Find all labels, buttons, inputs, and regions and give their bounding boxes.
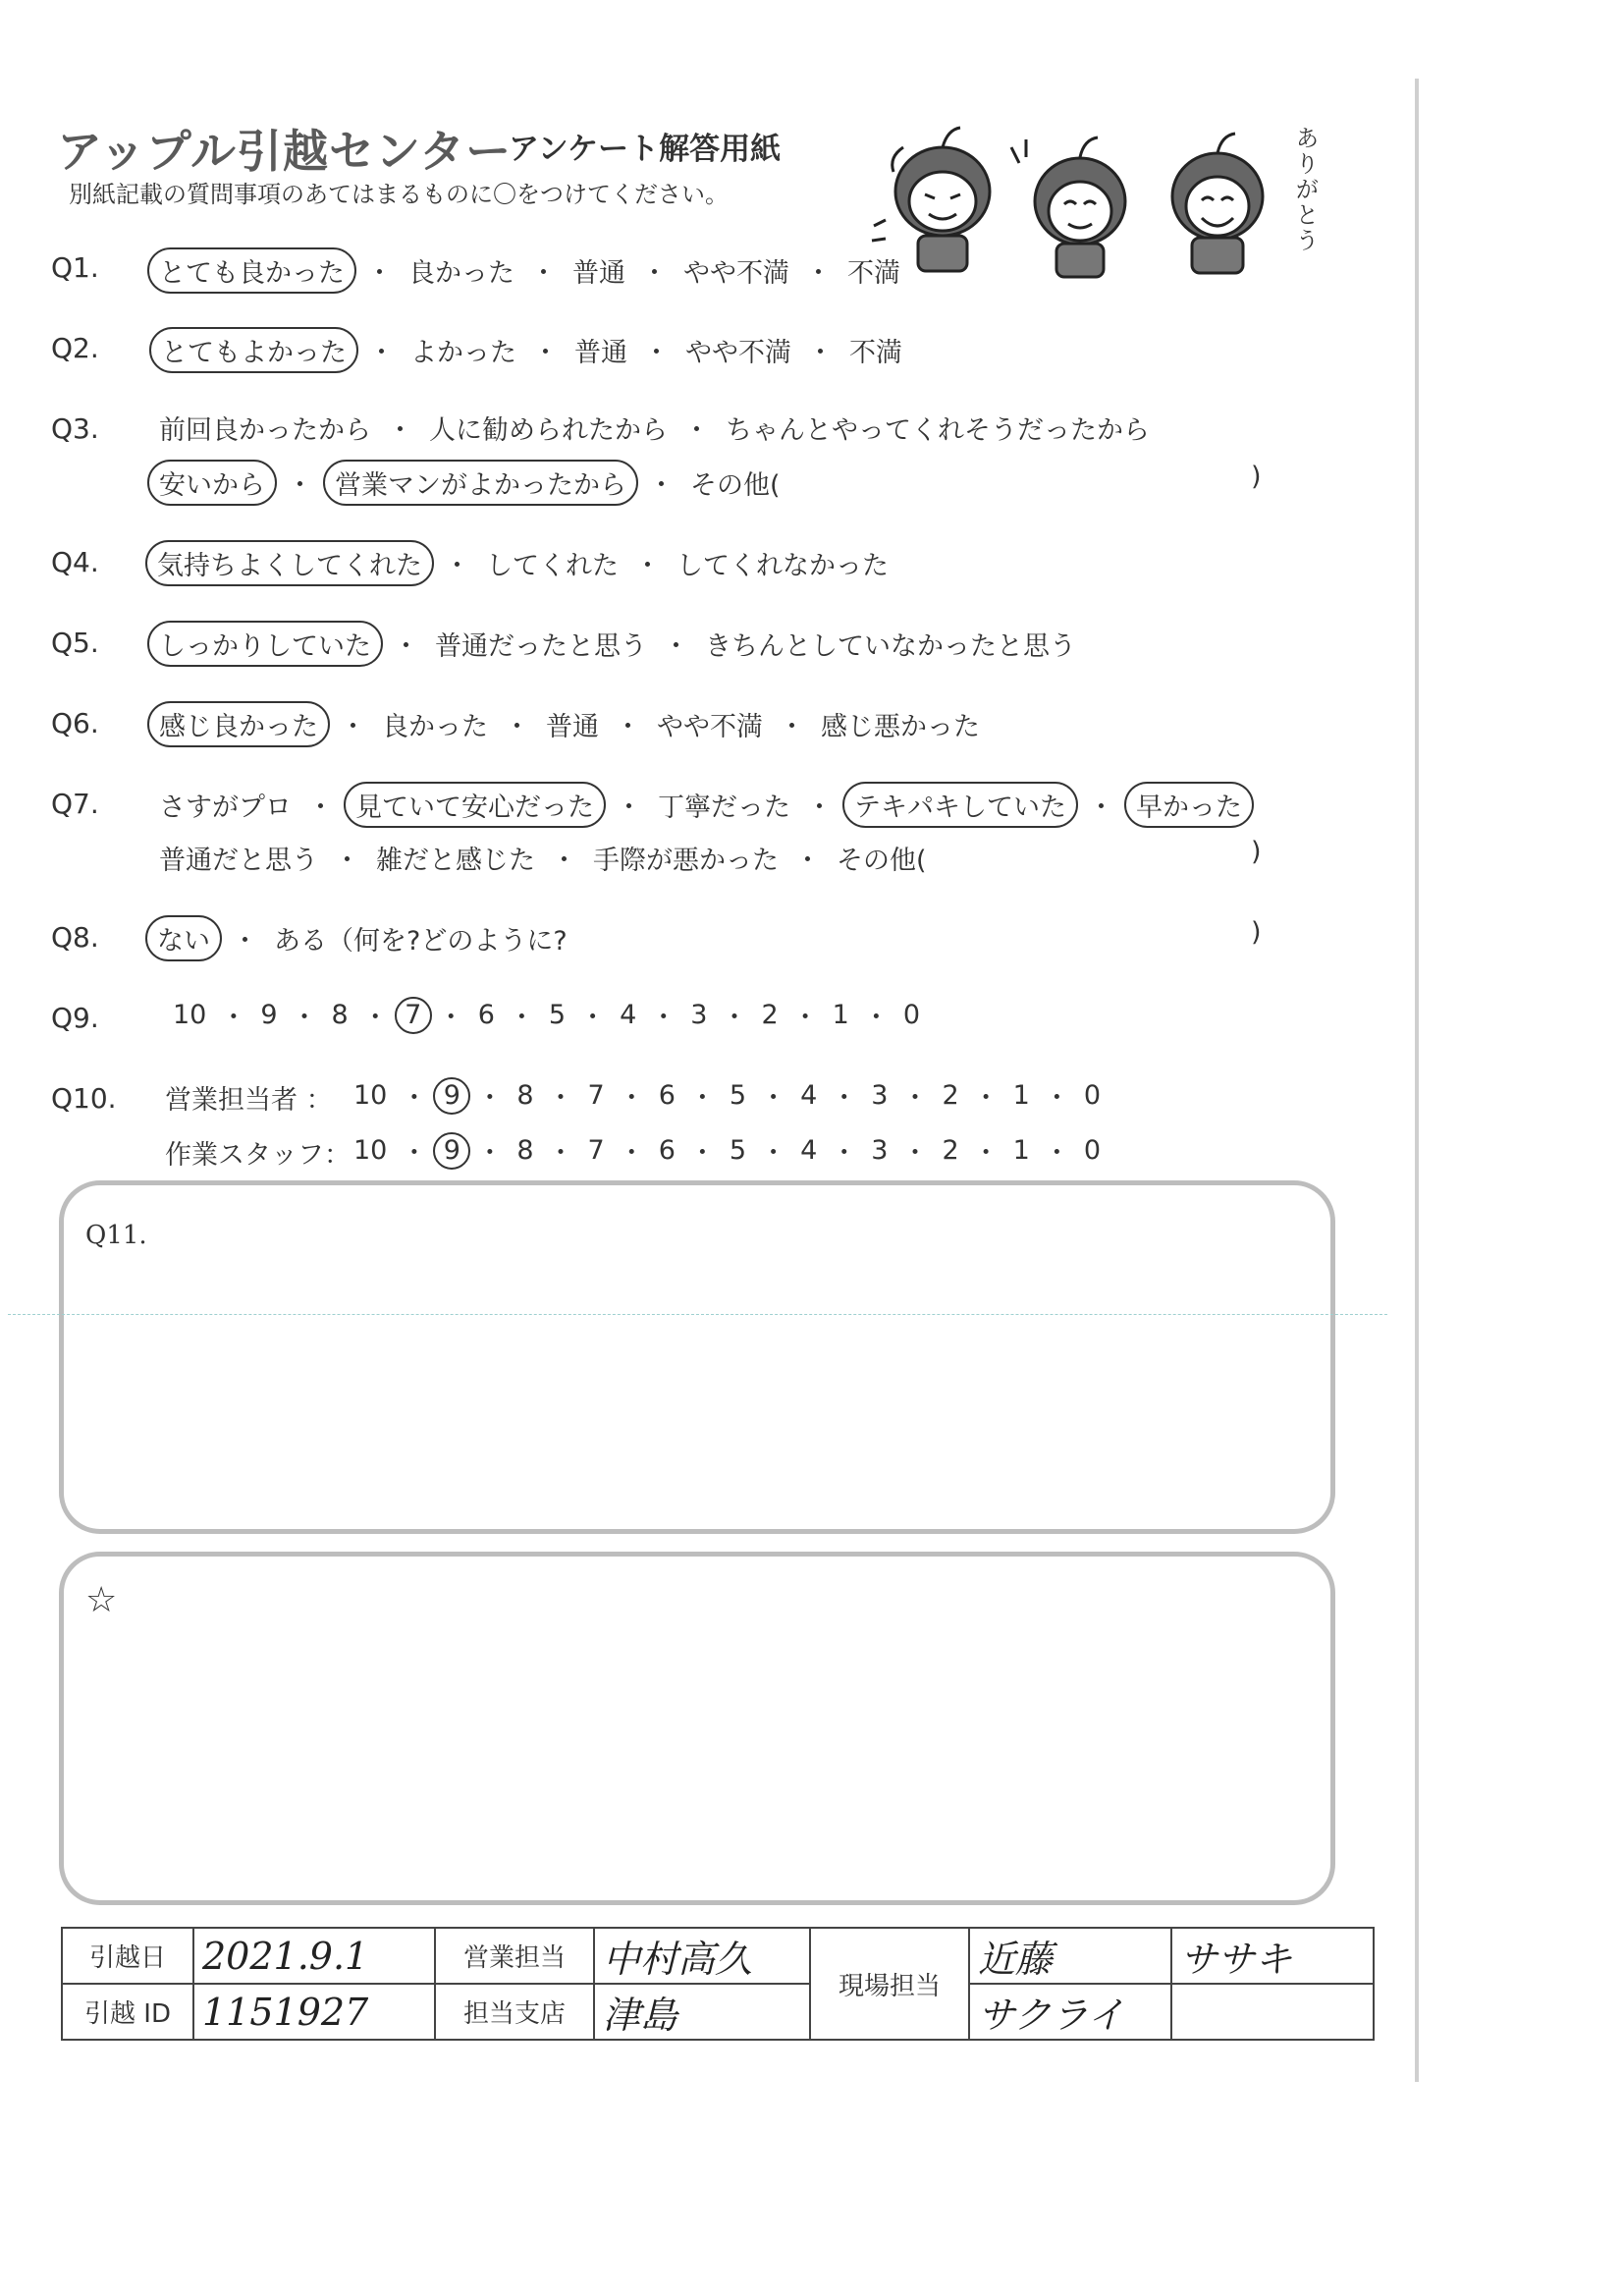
q10-sales-separator: ・ bbox=[901, 1083, 929, 1114]
q1-options: とても良かった ・ 良かった ・ 普通 ・ やや不満 ・ 不満 bbox=[147, 247, 906, 294]
q7-option-other[interactable]: その他( bbox=[837, 846, 927, 876]
q10-sales-separator: ・ bbox=[688, 1083, 716, 1114]
q2-option-3[interactable]: 普通 bbox=[574, 338, 627, 368]
q9-score-9[interactable]: 9 bbox=[260, 1000, 278, 1030]
q3-option-other[interactable]: その他( bbox=[690, 470, 781, 501]
q3-option-3[interactable]: ちゃんとやってくれそうだったから bbox=[726, 415, 1150, 446]
q5-number: Q5. bbox=[51, 627, 99, 659]
q5-option-2[interactable]: 普通だったと思う bbox=[435, 631, 647, 662]
field-value-2[interactable]: ササキ bbox=[1171, 1928, 1374, 1984]
q10-sales-separator: ・ bbox=[401, 1083, 428, 1114]
field-value-4[interactable] bbox=[1171, 1984, 1374, 2040]
q2-options: とてもよかった ・ よかった ・ 普通 ・ やや不満 ・ 不満 bbox=[149, 327, 908, 373]
q10-staff-score-8[interactable]: 8 bbox=[516, 1135, 534, 1166]
q7-options-row2: 普通だと思う ・ 雑だと感じた ・ 手際が悪かった ・ その他( bbox=[153, 837, 933, 879]
q2-option-5[interactable]: 不満 bbox=[849, 338, 902, 368]
q10-sales-label: 営業担当者 ： bbox=[165, 1085, 333, 1116]
q10-staff-score-2[interactable]: 2 bbox=[942, 1135, 959, 1166]
move-id-label: 引越 ID bbox=[62, 1984, 193, 2040]
q10-staff-separator: ・ bbox=[1043, 1138, 1070, 1169]
q4-number: Q4. bbox=[51, 546, 99, 578]
q9-scale bbox=[165, 996, 928, 1034]
monkey-mascot-right bbox=[1172, 134, 1263, 273]
q9-score-10[interactable]: 10 bbox=[173, 1000, 207, 1030]
q5-options: しっかりしていた ・ 普通だったと思う ・ きちんとしていなかったと思う bbox=[147, 621, 1082, 667]
q10-staff-score-6[interactable]: 6 bbox=[658, 1135, 676, 1166]
q6-option-5[interactable]: 感じ悪かった bbox=[821, 712, 980, 742]
q10-sales-score-8[interactable]: 8 bbox=[516, 1080, 534, 1111]
q10-staff-separator: ・ bbox=[547, 1138, 574, 1169]
q1-option-1[interactable]: とても良かった bbox=[147, 247, 356, 294]
q10-sales-separator: ・ bbox=[476, 1083, 504, 1114]
q10-staff-separator: ・ bbox=[618, 1138, 645, 1169]
q7-option-1[interactable]: さすがプロ bbox=[159, 793, 292, 823]
q9-score-1[interactable]: 1 bbox=[832, 1000, 849, 1030]
q11-label: Q11. bbox=[85, 1221, 147, 1250]
q4-option-1[interactable]: 気持ちよくしてくれた bbox=[145, 540, 434, 586]
q10-sales-score-10[interactable]: 10 bbox=[353, 1080, 388, 1111]
q3-option-5[interactable]: 営業マンがよかったから bbox=[323, 460, 638, 506]
q1-number: Q1. bbox=[51, 251, 99, 284]
q10-sales-separator: ・ bbox=[618, 1083, 645, 1114]
q10-staff-score-9[interactable]: 9 bbox=[433, 1132, 470, 1170]
q10-sales-score-9[interactable]: 9 bbox=[433, 1077, 470, 1115]
q10-staff-score-1[interactable]: 1 bbox=[1012, 1135, 1030, 1166]
q10-staff-separator: ・ bbox=[401, 1138, 428, 1169]
q10-staff-score-5[interactable]: 5 bbox=[729, 1135, 747, 1166]
q10-staff-score-7[interactable]: 7 bbox=[587, 1135, 605, 1166]
dotted-guide-line bbox=[8, 1314, 1387, 1315]
field-value-1[interactable]: 近藤 bbox=[969, 1928, 1171, 1984]
q3-options-row1: 前回良かったから ・ 人に勧められたから ・ ちゃんとやってくれそうだったから bbox=[153, 407, 1156, 449]
q10-sales-score-2[interactable]: 2 bbox=[942, 1080, 959, 1111]
q7-option-8[interactable]: 手際が悪かった bbox=[593, 846, 779, 876]
q7-option-3[interactable]: 丁寧だった bbox=[658, 793, 790, 823]
sales-label: 営業担当 bbox=[435, 1928, 594, 1984]
q9-score-2[interactable]: 2 bbox=[761, 1000, 779, 1030]
q6-option-2[interactable]: 良かった bbox=[382, 712, 488, 742]
q6-option-4[interactable]: やや不満 bbox=[657, 712, 763, 742]
q5-option-3[interactable]: きちんとしていなかったと思う bbox=[705, 631, 1076, 662]
q8-option-2[interactable]: ある（何を?どのように? bbox=[274, 926, 568, 957]
field-label: 現場担当 bbox=[810, 1928, 969, 2040]
q6-option-3[interactable]: 普通 bbox=[546, 712, 599, 742]
q9-score-4[interactable]: 4 bbox=[620, 1000, 637, 1030]
q7-option-4[interactable]: テキパキしていた bbox=[842, 782, 1078, 828]
star-comment-box[interactable] bbox=[59, 1552, 1335, 1905]
q9-score-3[interactable]: 3 bbox=[690, 1000, 708, 1030]
field-value-3[interactable]: サクライ bbox=[969, 1984, 1171, 2040]
q2-option-2[interactable]: よかった bbox=[410, 338, 516, 368]
branch-value[interactable]: 津島 bbox=[594, 1984, 810, 2040]
q10-staff-separator: ・ bbox=[688, 1138, 716, 1169]
monkey-mascot-middle bbox=[1011, 137, 1125, 277]
q4-option-2[interactable]: してくれた bbox=[486, 551, 619, 581]
q10-staff-separator: ・ bbox=[901, 1138, 929, 1169]
q10-staff-score-10[interactable]: 10 bbox=[353, 1135, 388, 1166]
q6-number: Q6. bbox=[51, 707, 99, 739]
q4-options: 気持ちよくしてくれた ・ してくれた ・ してくれなかった bbox=[145, 540, 894, 586]
q9-separator: ・ bbox=[437, 1003, 464, 1033]
thanks-text: ありがとう bbox=[1291, 126, 1319, 253]
q10-staff-separator: ・ bbox=[972, 1138, 1000, 1169]
q7-options-row1: さすがプロ ・ 見ていて安心だった ・ 丁寧だった ・ テキパキしていた ・ 早かった bbox=[153, 782, 1254, 828]
q10-staff-separator: ・ bbox=[476, 1138, 504, 1169]
page-edge-line bbox=[1415, 79, 1419, 2082]
move-date-label: 引越日 bbox=[62, 1928, 193, 1984]
instruction-text: 別紙記載の質問事項のあてはまるものに〇をつけてください。 bbox=[69, 181, 729, 208]
q9-score-8[interactable]: 8 bbox=[331, 1000, 349, 1030]
q10-sales-separator: ・ bbox=[972, 1083, 1000, 1114]
q3-options-row2: 安いから ・ 営業マンがよかったから ・ その他( bbox=[147, 460, 786, 506]
q7-option-5[interactable]: 早かった bbox=[1124, 782, 1254, 828]
q7-number: Q7. bbox=[51, 788, 99, 820]
q8-options: ない ・ ある（何を?どのように? bbox=[145, 915, 573, 961]
q8-number: Q8. bbox=[51, 921, 99, 954]
q10-sales-score-0[interactable]: 0 bbox=[1083, 1080, 1102, 1111]
q9-separator: ・ bbox=[220, 1003, 247, 1033]
branch-label: 担当支店 bbox=[435, 1984, 594, 2040]
q10-sales-separator: ・ bbox=[1043, 1083, 1070, 1114]
q9-separator: ・ bbox=[508, 1003, 535, 1033]
q9-score-7[interactable]: 7 bbox=[395, 997, 432, 1034]
form-subtitle: アンケート解答用紙 bbox=[509, 132, 782, 167]
q11-comment-box[interactable] bbox=[59, 1180, 1335, 1534]
company-title: アップル引越センター bbox=[57, 125, 513, 178]
q10-staff-score-3[interactable]: 3 bbox=[871, 1135, 889, 1166]
q3-paren-close: ) bbox=[1251, 462, 1262, 492]
q9-separator: ・ bbox=[791, 1003, 819, 1033]
q9-score-0[interactable]: 0 bbox=[902, 1000, 921, 1030]
q10-sales-scale bbox=[346, 1076, 1109, 1115]
q10-sales-separator: ・ bbox=[831, 1083, 858, 1114]
move-id-value[interactable]: 1151927 bbox=[193, 1984, 435, 2040]
q10-staff-separator: ・ bbox=[760, 1138, 787, 1169]
q4-option-3[interactable]: してくれなかった bbox=[676, 551, 889, 581]
q10-sales-separator: ・ bbox=[547, 1083, 574, 1114]
q9-separator: ・ bbox=[579, 1003, 607, 1033]
q10-sales-separator: ・ bbox=[760, 1083, 787, 1114]
q9-score-5[interactable]: 5 bbox=[548, 1000, 567, 1030]
q3-option-4[interactable]: 安いから bbox=[147, 460, 277, 506]
q8-paren-close: ) bbox=[1251, 917, 1262, 948]
q9-separator: ・ bbox=[650, 1003, 677, 1033]
q10-staff-separator: ・ bbox=[831, 1138, 858, 1169]
q10-sales-score-1[interactable]: 1 bbox=[1012, 1080, 1030, 1111]
q9-separator: ・ bbox=[291, 1003, 318, 1033]
q9-separator: ・ bbox=[721, 1003, 748, 1033]
q3-option-2[interactable]: 人に勧められたから bbox=[429, 415, 668, 446]
q1-option-3[interactable]: 普通 bbox=[572, 258, 625, 289]
q10-sales-score-3[interactable]: 3 bbox=[871, 1080, 889, 1111]
q9-separator: ・ bbox=[361, 1003, 389, 1033]
q7-option-6[interactable]: 普通だと思う bbox=[159, 846, 318, 876]
move-info-table bbox=[61, 1927, 1375, 2041]
q7-option-2[interactable]: 見ていて安心だった bbox=[344, 782, 606, 828]
q9-separator: ・ bbox=[862, 1003, 890, 1033]
q7-paren-close: ) bbox=[1251, 837, 1262, 867]
q6-option-1[interactable]: 感じ良かった bbox=[147, 701, 330, 747]
q3-number: Q3. bbox=[51, 412, 99, 445]
q10-sales-score-4[interactable]: 4 bbox=[800, 1080, 818, 1111]
monkey-mascots-illustration bbox=[864, 118, 1316, 285]
q2-number: Q2. bbox=[51, 332, 99, 364]
move-date-value[interactable]: 2021.9.1 bbox=[193, 1928, 435, 1984]
q10-staff-score-0[interactable]: 0 bbox=[1083, 1135, 1102, 1166]
q1-option-4[interactable]: やや不満 bbox=[683, 258, 789, 289]
q9-score-6[interactable]: 6 bbox=[477, 1000, 495, 1030]
star-icon: ☆ bbox=[85, 1580, 118, 1620]
q10-sales-score-5[interactable]: 5 bbox=[729, 1080, 747, 1111]
sales-value[interactable]: 中村高久 bbox=[594, 1928, 810, 1984]
q9-number: Q9. bbox=[51, 1002, 99, 1034]
q10-staff-label: 作業スタッフ： bbox=[165, 1140, 351, 1171]
q10-sales-score-6[interactable]: 6 bbox=[658, 1080, 676, 1111]
q8-option-1[interactable]: ない bbox=[145, 915, 222, 961]
q1-option-5[interactable]: 不満 bbox=[847, 258, 900, 289]
q2-option-1[interactable]: とてもよかった bbox=[149, 327, 358, 373]
q6-options: 感じ良かった ・ 良かった ・ 普通 ・ やや不満 ・ 感じ悪かった bbox=[147, 701, 986, 747]
q1-option-2[interactable]: 良かった bbox=[408, 258, 514, 289]
q10-sales-score-7[interactable]: 7 bbox=[587, 1080, 605, 1111]
q5-option-1[interactable]: しっかりしていた bbox=[147, 621, 383, 667]
q10-number: Q10. bbox=[51, 1082, 117, 1115]
q10-staff-score-4[interactable]: 4 bbox=[800, 1135, 818, 1166]
q7-option-7[interactable]: 雑だと感じた bbox=[376, 846, 535, 876]
q10-staff-scale bbox=[346, 1131, 1109, 1170]
q3-option-1[interactable]: 前回良かったから bbox=[159, 415, 371, 446]
q2-option-4[interactable]: やや不満 bbox=[685, 338, 791, 368]
